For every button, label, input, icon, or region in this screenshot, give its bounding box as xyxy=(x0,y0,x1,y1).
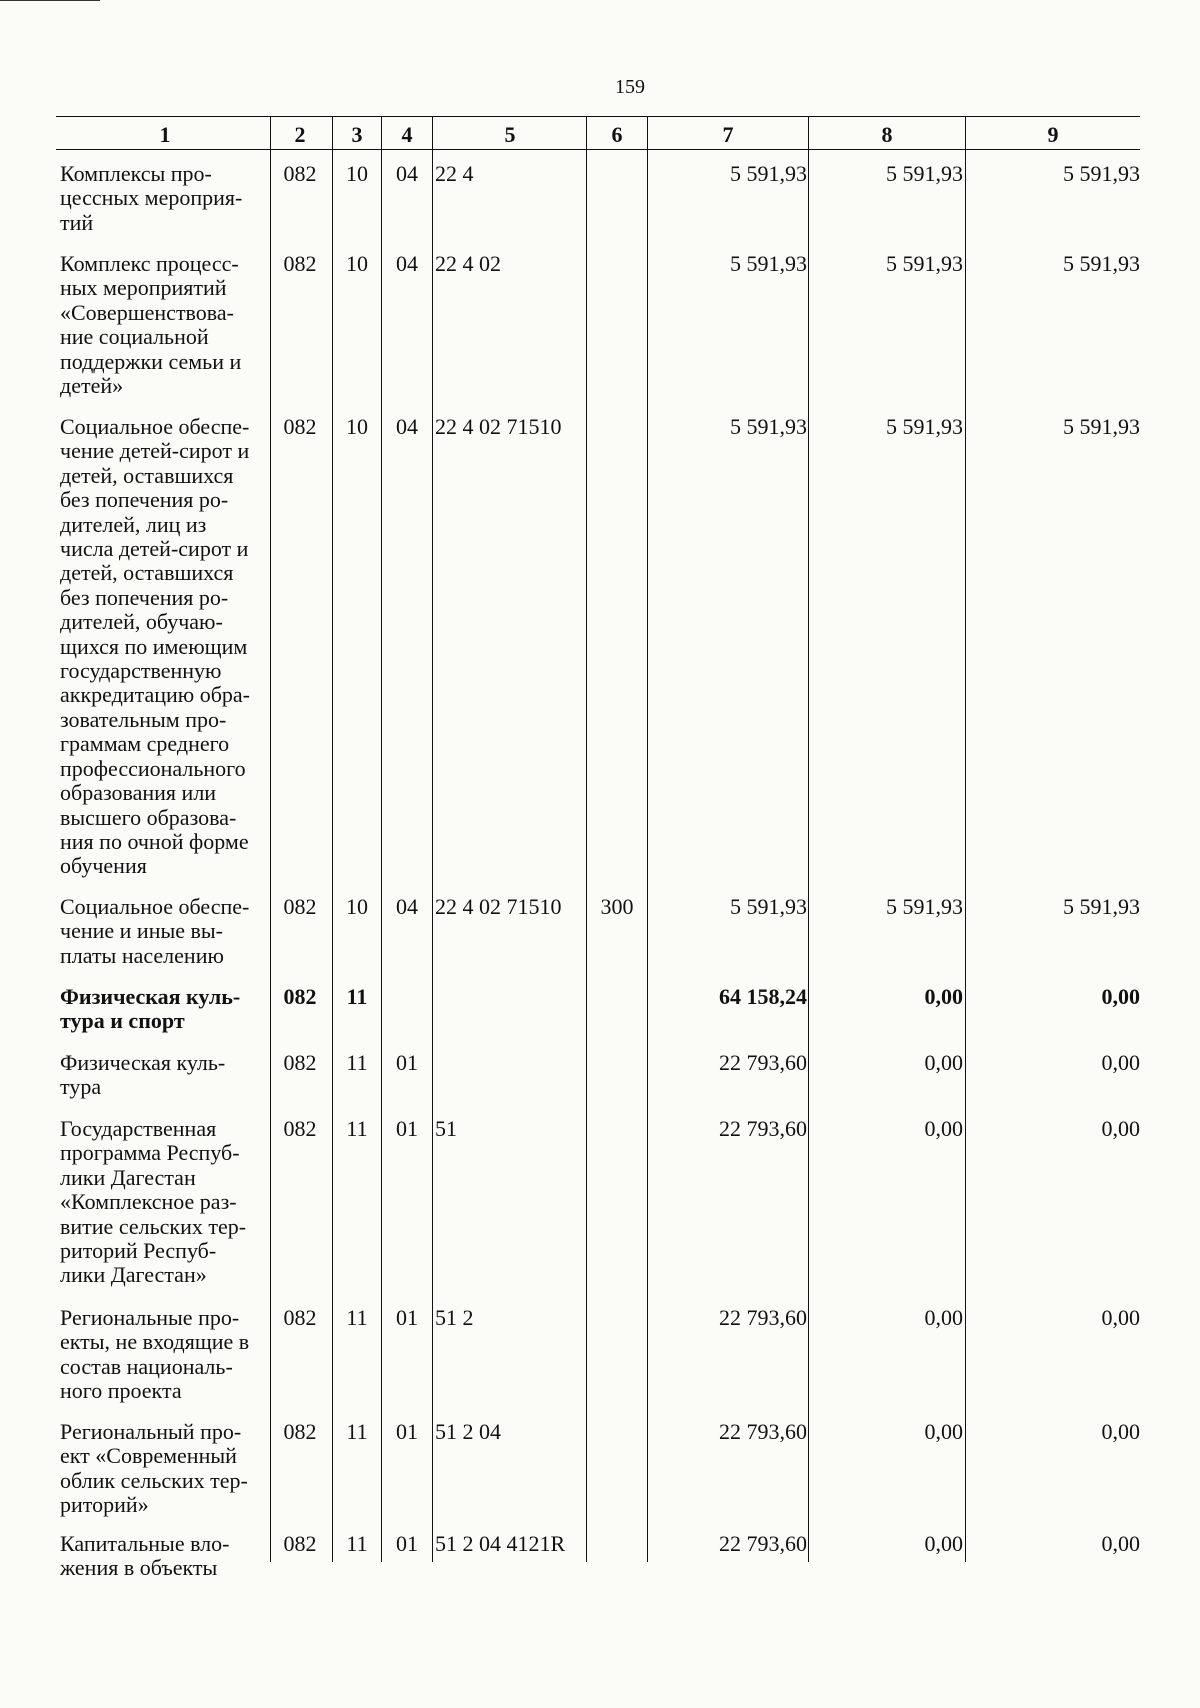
row-csr: 22 4 02 71510 xyxy=(435,414,562,439)
row-rz: 11 xyxy=(346,1305,368,1330)
row-csr: 51 2 04 xyxy=(435,1419,501,1444)
row-year3: 5 591,93 xyxy=(1063,161,1140,186)
row-name: Комплексы про- цессных мероприя- тий xyxy=(60,161,243,235)
row-rz: 11 xyxy=(346,1531,368,1556)
row-year2: 0,00 xyxy=(924,1419,963,1444)
header-col-7: 7 xyxy=(722,122,734,147)
row-rz: 10 xyxy=(346,161,368,186)
column-divider xyxy=(808,116,809,1562)
header-col-6: 6 xyxy=(611,122,623,147)
row-year1: 64 158,24 xyxy=(719,984,807,1009)
row-name: Региональные про- екты, не входящие в состав националь- ного проекта xyxy=(60,1305,250,1404)
row-year3: 0,00 xyxy=(1101,1305,1140,1330)
row-year2: 5 591,93 xyxy=(886,414,963,439)
row-vr: 300 xyxy=(600,894,634,919)
row-year3: 5 591,93 xyxy=(1063,414,1140,439)
top-edge-line xyxy=(0,0,100,1)
row-ved: 082 xyxy=(283,251,317,276)
row-pr: 01 xyxy=(396,1116,418,1141)
header-col-4: 4 xyxy=(401,122,413,147)
row-year3: 0,00 xyxy=(1101,1419,1140,1444)
column-divider xyxy=(381,116,382,1562)
row-csr: 22 4 02 xyxy=(435,251,501,276)
row-pr: 04 xyxy=(396,161,418,186)
row-rz: 11 xyxy=(346,984,368,1009)
row-pr: 04 xyxy=(396,251,418,276)
table-top-border xyxy=(56,116,1140,117)
row-year3: 0,00 xyxy=(1101,1116,1140,1141)
row-name: Физическая куль- тура xyxy=(60,1050,226,1100)
row-year2: 0,00 xyxy=(924,1050,963,1075)
row-name: Физическая куль- тура и спорт xyxy=(60,984,241,1034)
row-pr: 01 xyxy=(396,1419,418,1444)
row-ved: 082 xyxy=(283,1419,317,1444)
row-year1: 22 793,60 xyxy=(719,1305,807,1330)
row-pr: 01 xyxy=(396,1531,418,1556)
row-year1: 22 793,60 xyxy=(719,1531,807,1556)
column-divider xyxy=(647,116,648,1562)
row-pr: 01 xyxy=(396,1305,418,1330)
row-name: Региональный про- ект «Современный облик сельских тер- риторий» xyxy=(60,1419,248,1518)
row-csr: 51 2 04 4121R xyxy=(435,1531,566,1556)
header-col-2: 2 xyxy=(294,122,306,147)
row-year3: 0,00 xyxy=(1101,984,1140,1009)
row-year1: 5 591,93 xyxy=(730,161,807,186)
row-year2: 0,00 xyxy=(924,1116,963,1141)
row-name: Социальное обеспе- чение и иные вы- платы населению xyxy=(60,894,250,968)
row-pr: 01 xyxy=(396,1050,418,1075)
row-ved: 082 xyxy=(283,1116,317,1141)
row-year2: 5 591,93 xyxy=(886,251,963,276)
row-csr: 51 xyxy=(435,1116,457,1141)
row-ved: 082 xyxy=(283,414,317,439)
row-name: Социальное обеспе- чение детей-сирот и детей, оставшихся без попечения ро- дителей, лиц из числа детей-сирот и детей, оставшихся без попечения ро- дителей, обучаю- щихся по имеющим государственную аккредитацию обра- зовательным про- граммам среднего профессионального образования или высшего образова- ния по очной форме обучения xyxy=(60,414,250,879)
row-csr: 51 2 xyxy=(435,1305,474,1330)
column-divider xyxy=(432,116,433,1562)
row-csr: 22 4 02 71510 xyxy=(435,894,562,919)
header-col-8: 8 xyxy=(881,122,893,147)
row-year2: 5 591,93 xyxy=(886,161,963,186)
column-divider xyxy=(332,116,333,1562)
row-ved: 082 xyxy=(283,984,317,1009)
row-name: Комплекс процесс- ных мероприятий «Совершенствова- ние социальной поддержки семьи и детей» xyxy=(60,251,242,399)
row-ved: 082 xyxy=(283,1531,317,1556)
row-csr: 22 4 xyxy=(435,161,474,186)
row-year1: 22 793,60 xyxy=(719,1116,807,1141)
row-year2: 0,00 xyxy=(924,984,963,1009)
row-year1: 5 591,93 xyxy=(730,414,807,439)
row-year2: 0,00 xyxy=(924,1305,963,1330)
header-col-1: 1 xyxy=(159,122,171,147)
row-rz: 10 xyxy=(346,414,368,439)
row-year2: 5 591,93 xyxy=(886,894,963,919)
row-name: Капитальные вло- жения в объекты xyxy=(60,1531,230,1581)
row-rz: 10 xyxy=(346,251,368,276)
header-col-9: 9 xyxy=(1047,122,1059,147)
row-year3: 5 591,93 xyxy=(1063,251,1140,276)
column-divider xyxy=(965,116,966,1562)
row-year1: 5 591,93 xyxy=(730,894,807,919)
row-name: Государственная программа Респуб- лики Дагестан «Комплексное раз- витие сельских тер- риторий Респуб- лики Дагестан» xyxy=(60,1116,247,1288)
row-ved: 082 xyxy=(283,1050,317,1075)
row-pr: 04 xyxy=(396,894,418,919)
row-rz: 11 xyxy=(346,1050,368,1075)
row-rz: 11 xyxy=(346,1419,368,1444)
row-year3: 0,00 xyxy=(1101,1050,1140,1075)
row-year2: 0,00 xyxy=(924,1531,963,1556)
header-col-3: 3 xyxy=(351,122,363,147)
row-ved: 082 xyxy=(283,894,317,919)
column-divider xyxy=(270,116,271,1562)
column-divider xyxy=(586,116,587,1562)
row-ved: 082 xyxy=(283,161,317,186)
row-rz: 10 xyxy=(346,894,368,919)
row-year1: 22 793,60 xyxy=(719,1419,807,1444)
header-col-5: 5 xyxy=(504,122,516,147)
row-ved: 082 xyxy=(283,1305,317,1330)
page-number: 159 xyxy=(615,76,645,98)
row-pr: 04 xyxy=(396,414,418,439)
row-year1: 22 793,60 xyxy=(719,1050,807,1075)
header-bottom-border xyxy=(56,149,1140,150)
row-year1: 5 591,93 xyxy=(730,251,807,276)
row-rz: 11 xyxy=(346,1116,368,1141)
row-year3: 5 591,93 xyxy=(1063,894,1140,919)
row-year3: 0,00 xyxy=(1101,1531,1140,1556)
